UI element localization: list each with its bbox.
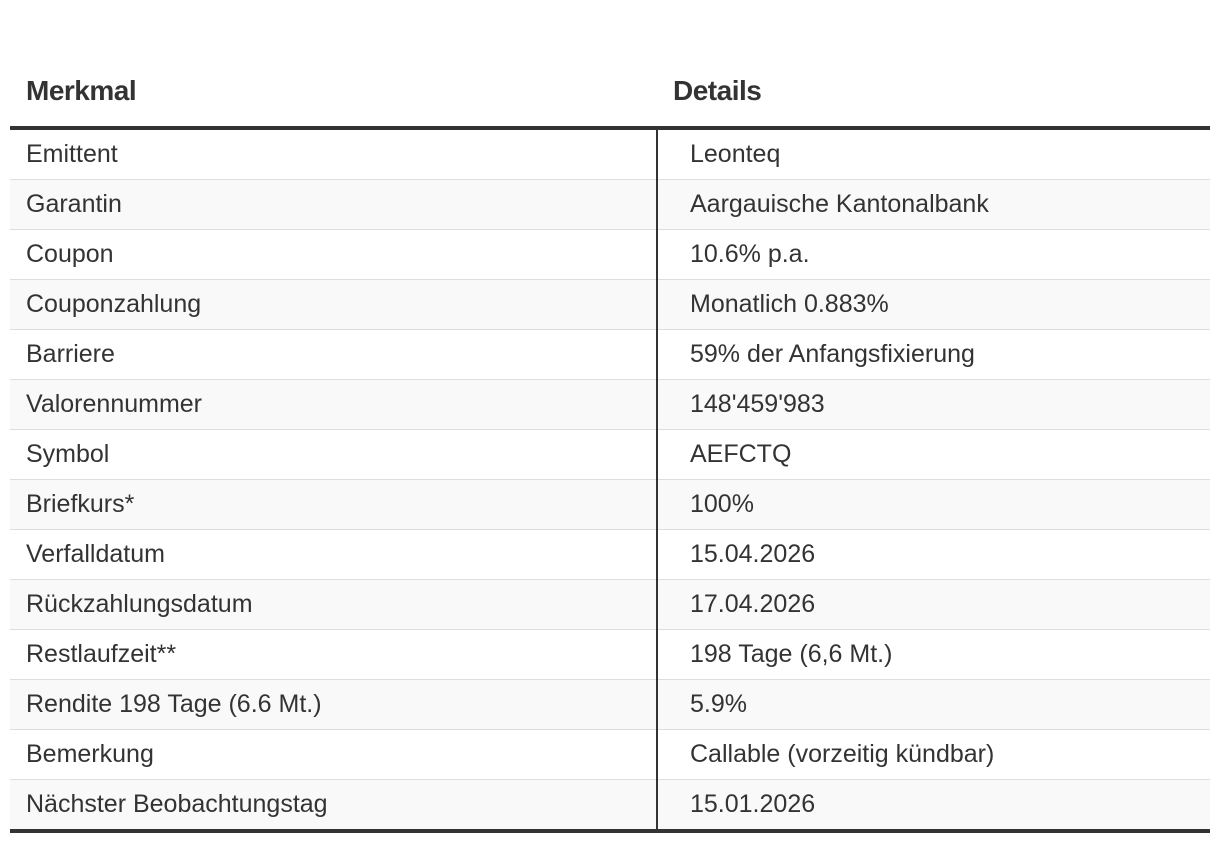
feature-cell: Verfalldatum <box>10 530 657 580</box>
header-feature: Merkmal <box>10 56 657 128</box>
feature-cell: Coupon <box>10 230 657 280</box>
feature-cell: Garantin <box>10 180 657 230</box>
feature-cell: Briefkurs* <box>10 480 657 530</box>
feature-cell: Valorennummer <box>10 380 657 430</box>
details-cell: 148'459'983 <box>657 380 1210 430</box>
feature-cell: Nächster Beobachtungstag <box>10 780 657 832</box>
table-row <box>10 230 1210 280</box>
product-details-table <box>10 56 1210 833</box>
details-cell: Leonteq <box>657 128 1210 180</box>
details-cell: 5.9% <box>657 680 1210 730</box>
table-row <box>10 380 1210 430</box>
table-header <box>10 56 1210 128</box>
header-details: Details <box>657 56 1210 128</box>
table-row <box>10 680 1210 730</box>
table-row <box>10 530 1210 580</box>
details-cell: 100% <box>657 480 1210 530</box>
feature-cell: Rückzahlungsdatum <box>10 580 657 630</box>
details-cell: AEFCTQ <box>657 430 1210 480</box>
table-header-row <box>10 56 1210 128</box>
table-row <box>10 780 1210 832</box>
table-row <box>10 280 1210 330</box>
details-cell: 17.04.2026 <box>657 580 1210 630</box>
product-details-table-container <box>10 56 1210 833</box>
table-row <box>10 430 1210 480</box>
feature-cell: Emittent <box>10 128 657 180</box>
details-cell: 198 Tage (6,6 Mt.) <box>657 630 1210 680</box>
table-row <box>10 330 1210 380</box>
table-row <box>10 580 1210 630</box>
table-row <box>10 630 1210 680</box>
feature-cell: Couponzahlung <box>10 280 657 330</box>
feature-cell: Rendite 198 Tage (6.6 Mt.) <box>10 680 657 730</box>
table-row <box>10 128 1210 180</box>
details-cell: 59% der Anfangsfixierung <box>657 330 1210 380</box>
feature-cell: Restlaufzeit** <box>10 630 657 680</box>
table-row <box>10 180 1210 230</box>
details-cell: 10.6% p.a. <box>657 230 1210 280</box>
details-cell: 15.04.2026 <box>657 530 1210 580</box>
table-row <box>10 730 1210 780</box>
feature-cell: Barriere <box>10 330 657 380</box>
table-row <box>10 480 1210 530</box>
feature-cell: Symbol <box>10 430 657 480</box>
feature-cell: Bemerkung <box>10 730 657 780</box>
details-cell: Monatlich 0.883% <box>657 280 1210 330</box>
table-body <box>10 128 1210 831</box>
details-cell: Callable (vorzeitig kündbar) <box>657 730 1210 780</box>
details-cell: 15.01.2026 <box>657 780 1210 832</box>
details-cell: Aargauische Kantonalbank <box>657 180 1210 230</box>
